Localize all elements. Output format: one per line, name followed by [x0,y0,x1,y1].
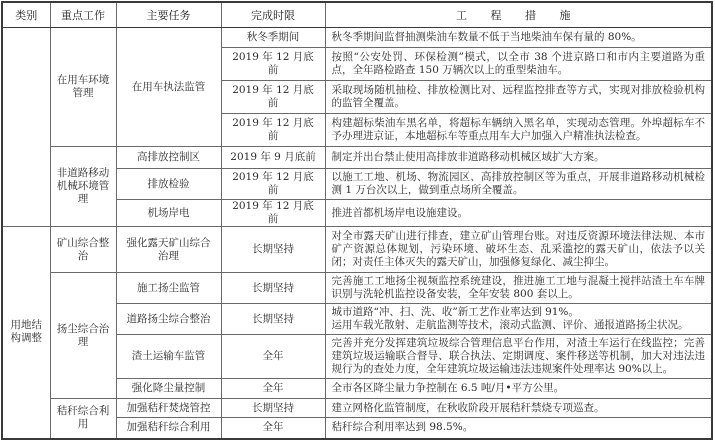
measure-cell: 构建超标柴油车黑名单，将超标车辆纳入黑名单，实现动态管理。外埠超标车不予办理进京证，本地超标车等重点用车大户加强入户精准执法检查。 [325,114,712,147]
deadline-cell: 2019 年 9 月底前 [221,147,325,169]
measure-cell: 建立网格化监管制度，在秋收阶段开展秸秆禁烧专项巡查。 [325,399,712,418]
header-measures: 工 程 措 施 [325,2,712,28]
deadline-cell: 全年 [221,335,325,379]
deadline-cell: 全年 [221,418,325,439]
task-cell: 渣土运输车监管 [116,335,221,379]
deadline-cell: 全年 [221,379,325,399]
measure-cell: 制定并出台禁止使用高排放非道路移动机械区域扩大方案。 [325,147,712,169]
measure-cell: 采取现场随机抽检、排放检测比对、远程监控排查等方式，实现对排放检验机构的监管全覆盖。 [325,81,712,114]
table-row [2,399,712,418]
measure-cell: 推进首都机场岸电设施建设。 [325,200,712,227]
measure-cell: 按照“公安处罚、环保检测”模式，以全市 38 个进京路口和市内主要道路为重点，全年路检路查 150 万辆次以上的重型柴油车。 [325,48,712,81]
table-row [2,147,712,169]
header-main-task: 主要任务 [116,2,221,28]
group-cell: 扬尘综合治理 [50,273,116,399]
group-cell: 矿山综合整治 [50,227,116,273]
deadline-cell: 2019 年 12 月底前 [221,114,325,147]
deadline-cell: 2019 年 12 月底前 [221,200,325,227]
task-cell: 强化露天矿山综合治理 [116,227,221,273]
measure-cell [325,304,712,335]
table-row [2,273,712,304]
task-cell: 在用车执法监管 [116,28,221,147]
deadline-cell: 长期坚持 [221,273,325,304]
deadline-cell: 2019 年 12 月底前 [221,169,325,200]
group-cell: 非道路移动机械环境管理 [50,147,116,227]
measure-cell: 全市各区降尘量力争控制在 6.5 吨/月•平方公里。 [325,379,712,399]
deadline-cell: 长期坚持 [221,227,325,273]
deadline-cell: 秋冬季期间 [221,28,325,48]
group-cell: 在用车环境管理 [50,28,116,147]
table-row [2,227,712,273]
deadline-cell: 2019 年 12 月底前 [221,81,325,114]
table-header-row [2,2,712,28]
task-cell: 机场岸电 [116,200,221,227]
measure-cell: 完善施工工地扬尘视频监控系统建设，推进施工工地与混凝土搅拌站渣土车车牌识别与洗轮机监控设备安装，全年安装 800 套以上。 [325,273,712,304]
category-cell [2,28,50,227]
measure-cell: 完善并充分发挥建筑垃圾综合管理信息平台作用，对渣土车运行在线监控；完善建筑垃圾运输联合督导、联合执法、定期调度、案件移送等机制，加大对违法违规行为的查处力度，全年建筑垃圾运输违法违规案件处理率达 90%以上。 [325,335,712,379]
task-cell: 施工扬尘监管 [116,273,221,304]
measure-cell: 以施工工地、机场、物流园区、高排放控制区等为重点，开展非道路移动机械检测 1 万台次以上，做到重点场所全覆盖。 [325,169,712,200]
deadline-cell: 2019 年 12 月底前 [221,48,325,81]
task-cell: 排放检验 [116,169,221,200]
category-cell: 用地结构调整 [2,227,50,439]
group-cell: 秸秆综合利用 [50,399,116,439]
header-category: 类别 [2,2,50,28]
header-deadline: 完成时限 [221,2,325,28]
measure-cell: 对全市露天矿山进行排查，建立矿山管理台账。对违反资源环境法律法规、本市矿产资源总体规划，污染环境、破坏生态、乱采滥挖的露天矿山，依法予以关闭；对责任主体灭失的露天矿山，加强修复绿化、减尘抑尘。 [325,227,712,273]
measures-table [1,1,713,440]
header-key-work: 重点工作 [50,2,116,28]
deadline-cell: 长期坚持 [221,304,325,335]
task-cell: 加强秸秆焚烧管控 [116,399,221,418]
measure-cell: 秋冬季期间监督抽测柴油车数量不低于当地柴油车保有量的 80%。 [325,28,712,48]
measure-line: 城市道路“冲、扫、洗、收”新工艺作业率达到 91%。 [331,306,579,318]
task-cell: 强化降尘量控制 [116,379,221,399]
measure-cell: 秸秆综合利用率达到 98.5%。 [325,418,712,439]
deadline-cell: 长期坚持 [221,399,325,418]
measure-line: 运用车载光散射、走航监测等技术，滚动式监测、评价、通报道路扬尘状况。 [331,319,689,331]
task-cell: 道路扬尘综合整治 [116,304,221,335]
table-row [2,28,712,48]
task-cell: 高排放控制区 [116,147,221,169]
task-cell: 加强秸秆综合利用 [116,418,221,439]
